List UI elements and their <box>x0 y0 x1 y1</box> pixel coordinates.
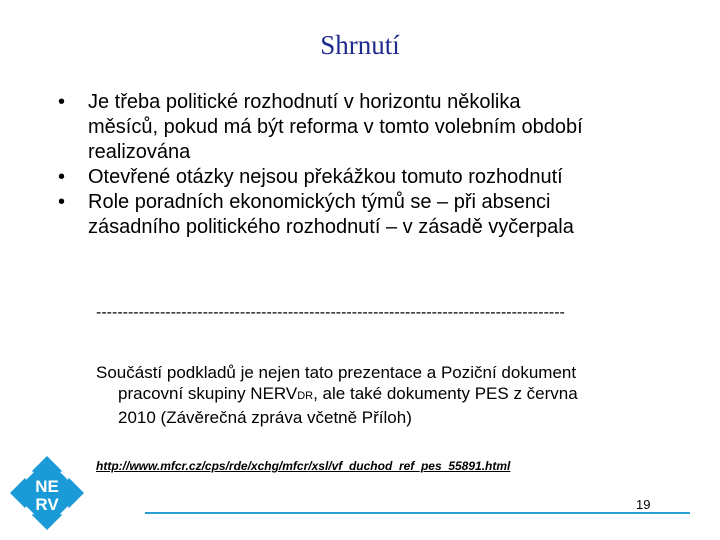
document-link[interactable]: http://www.mfcr.cz/cps/rde/xchg/mfcr/xsl/vf_duchod_ref_pes_55891.html <box>96 459 511 473</box>
note-line: Součástí podkladů je nejen tato prezentace a Poziční dokument <box>96 363 577 382</box>
note-line: 2010 (Závěrečná zpráva včetně Příloh) <box>118 408 412 427</box>
bullet-list <box>58 90 698 240</box>
bullet-item <box>58 90 698 165</box>
bullet-line: zásadního politického rozhodnutí – v zásadě vyčerpala <box>88 216 574 238</box>
note-paragraph <box>96 362 696 428</box>
bullet-line: Role poradních ekonomických týmů se – při absenci <box>88 191 551 213</box>
nerv-logo <box>6 452 88 534</box>
slide-title: Shrnutí <box>320 30 400 60</box>
page-number: 19 <box>636 497 651 512</box>
note-subscript: DR <box>297 390 314 402</box>
separator-line: ---------------------------------------------------------------------------------------- <box>96 304 565 321</box>
bullet-icon: • <box>58 191 66 213</box>
bullet-item <box>58 190 698 240</box>
bullet-line: Otevřené otázky nejsou překážkou tomuto rozhodnutí <box>88 166 563 188</box>
logo-text-top: NE <box>35 477 59 496</box>
note-text: , ale také dokumenty PES z června <box>313 384 578 403</box>
bullet-item <box>58 165 698 190</box>
note-text: pracovní skupiny NERV <box>118 384 298 403</box>
footer-rule <box>145 512 690 514</box>
bullet-line: Je třeba politické rozhodnutí v horizontu několika <box>88 91 521 113</box>
bullet-icon: • <box>58 166 66 188</box>
bullet-icon: • <box>58 91 66 113</box>
bullet-line: měsíců, pokud má být reforma v tomto volebním období <box>88 116 583 138</box>
logo-text-bottom: RV <box>35 495 59 514</box>
note-line <box>96 383 696 407</box>
bullet-line: realizována <box>88 141 191 163</box>
